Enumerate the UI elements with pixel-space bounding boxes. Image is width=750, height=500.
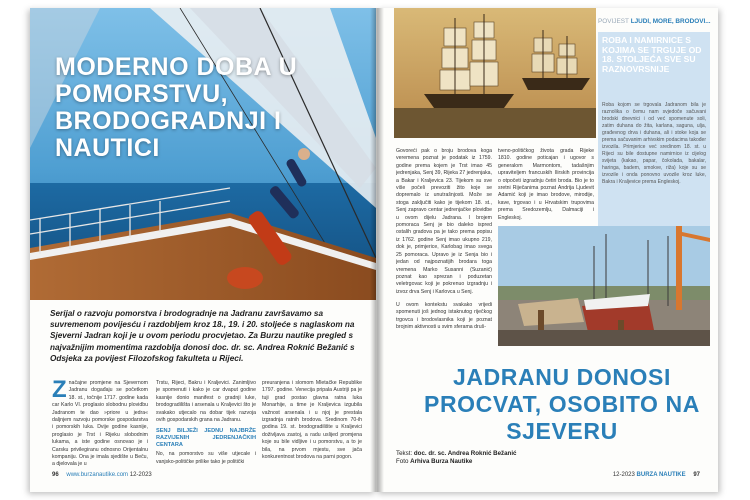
body-column-2 [156, 380, 256, 474]
section-topic: LJUDI, MORE, BRODOVI... [630, 18, 711, 25]
body-text: Govoreći pak o broju brodova koga veremena poznat je podatak iz 1759. godine prema kojem je Trst imao 45 jedrenjaka, Senj 39, Rijeka 27 jedrenjaka, a Bakar i Kraljevica 23. Tijekom su sve više počeli prevoziti žito koje se dopremalo iz unutrašnjosti. Može se stoga zaključiti kako je tijekom 18. st., Senj zapravo centar jedrenjačke plovidbe u ovom dijelu Jadrana. I brojem pomoraca Senj je bio daleko ispred ostalih gradova pa je tako prema popisu iz 1762. godine Senj imao ukupno 219, dok je, primjerice, Karlobag imao svega 25 pomoraca. Upravo je iz Senja bio i jedan od najpoznatijih brodara toga vremena Marko Susanni (Suzanić) poznat kao sprezan i poduzetan veletrgovac koji je pokrenuo izgradnju i izvoz drva Senj i Karlovca u Senj. [396, 148, 492, 295]
credit-author: doc. dr. sc. Andrea Roknić Bežanić [413, 450, 517, 457]
article-headline-continued [409, 364, 715, 445]
ship-painting-illustration [394, 8, 596, 138]
body-text: načajne promjene na Sjevernom Jadranu događaju se početkom 18. st., točnije 1717. godine kada car Karlo VI. proglasio slobodnu plovidbu Jadranom te dao »priore u jedra« daljnjem razvoju pomorske gospodarstva i pomorskih luka. Dvije godine kasnije, proglasio je Trst i Rijeku slobodnim lukama, a iste godine osnovao je i Carsku privilegiranu odnosno Orijentalnu kompaniju. Ona je imala sjedište u Beču, a djelovala je u [52, 380, 148, 468]
footer-issue: 12-2023 [612, 472, 635, 478]
body-column-2 [498, 148, 594, 220]
body-text: Trstu, Rijeci, Bakru i Kraljevici. Zanimljivo je spomenuti i kako je car dvaput godine kasnije donio manifest o gradnji luke, brodogradilišta i arsenala u Kraljevici što je svakako utjecalo na dobar tijek razvoja ovih gospodarskih grana na Jadranu. [156, 380, 256, 424]
drop-cap: Z [52, 380, 67, 403]
section-subhead: SENJ BILJEŽI JEDNU NAJBRŽE RAZVIJENIH JEDRENJAČKIH CENTARA [156, 428, 256, 449]
page-footer-left [52, 472, 152, 478]
body-text: tveno-političkog života grada Rijeke 1810. godine poticajan i ugovor s generalom Marmontom, tadašnjim upraviteljem francuskih Ilirskih provincija o otpočeti izgradnju četiri broda. Bio je to sretni Riječanima poznat Andrija Ljudevit Adamić koji je imao brodove, mirodije, kave, trgovao i u Hrvatskim trupovima prema Sredozemlju, Dalmaciji i Engleskoj. [498, 148, 594, 220]
body-column-1 [396, 148, 492, 298]
shipyard-photo [498, 226, 710, 346]
left-page [30, 8, 376, 492]
body-text: preuranjena i slomom Mletačke Republike 1797. godine. Venecija pripala Austriji pa je tuji grad postao glavna ratna luka Monarhije, a time je Kraljevica izgubila važnost arsenala i u njoj je prestala izgradnja ratnih brodova. Sredinom 70-ih godina 19. st. brodogradilište u Kraljevici doživljava zastoj, a radu uslijed promjena koje su bile vidljive i u pomorstvu, a to je bila, na prvom mjestu, sve jača konkurentnost brodova na parni pogon. [262, 380, 362, 461]
body-text: U ovom kontekstu svakako vrijedi spomenuti još jednog istaknutog riječkog trgovca i brodovlasnika koji je poznat brojnim aktivnosti u svim sferama druš- [396, 302, 492, 331]
sidebar-title: ROBA I NAMIRNICE S KOJIMA SE TRGUJE OD 18. STOLJEĆA SVE SU RAZNOVRSNIJE [602, 35, 702, 74]
footer-url: www.burzanautike.com [66, 472, 129, 478]
shipyard-illustration [498, 226, 710, 346]
sailing-ship-painting [394, 8, 596, 138]
spine-shadow [370, 8, 384, 492]
right-page [376, 8, 718, 492]
article-headline: MODERNO DOBA U POMORSTVU, BRODOGRADNJI I NAUTICI [55, 53, 298, 162]
credit-text-label: Tekst: [396, 450, 413, 457]
section-name: POVIJEST [598, 18, 629, 25]
body-column-1 [52, 380, 148, 474]
article-credits [396, 450, 517, 466]
lead-paragraph: Serijal o razvoju pomorstva i brodogradnje na Jadranu završavamo sa suvremenom povijesću i razdobljem kroz 18., 19. i 20. stoljeće s naglaskom na Sjeverni Jadran koji je u ovom periodu procvjetao. Za Burzu nautike pregled s najvažnijim momentima razdoblja donosi doc. dr. sc. Andrea Roknić Bežanić s Odsjeka za povijest Filozofskog fakulteta u Rijeci. [50, 309, 355, 363]
footer-magazine: BURZA NAUTIKE [636, 472, 686, 478]
footer-issue: 12-2023 [129, 472, 152, 478]
sidebar-body: Roba kojom se trgovala Jadranom bila je raznolika o čemu nam svjedoče sačuvani brodski dnevnici i od već spomenute soli, zatim duhana do žita, karlana, saguna, ulja, građevnog drva i duhana, ali i stoke koja se prema sačuvanim arhivskim podacima također izvozila. Primjerice već sredinom 18. st. u Rijeci su bile dostupne namirnice iz cijelog svijeta (kakao, papar, čokolada, bakalar, haringa, badem, smokve, riža) koje su se izvozile i onda ponovno uvozile kroz luke, Bakra i Kraljevice prema Engleskoj. [602, 102, 706, 185]
page-number: 96 [52, 472, 59, 478]
body-column-1b [396, 302, 492, 352]
section-label [598, 18, 711, 25]
credit-photo-label: Foto [396, 458, 409, 465]
body-column-3 [262, 380, 362, 474]
body-text: No, na pomorstvo su više utjecale i vanjsko-političke prilike tako je politički [156, 451, 256, 465]
headline-text: JADRANU DONOSI PROCVAT, OSOBITO NA SJEVERU [424, 364, 700, 444]
page-footer-right [613, 472, 700, 478]
credit-photo-source: Arhiva Burza Nautike [410, 458, 473, 465]
page-number: 97 [693, 472, 700, 478]
